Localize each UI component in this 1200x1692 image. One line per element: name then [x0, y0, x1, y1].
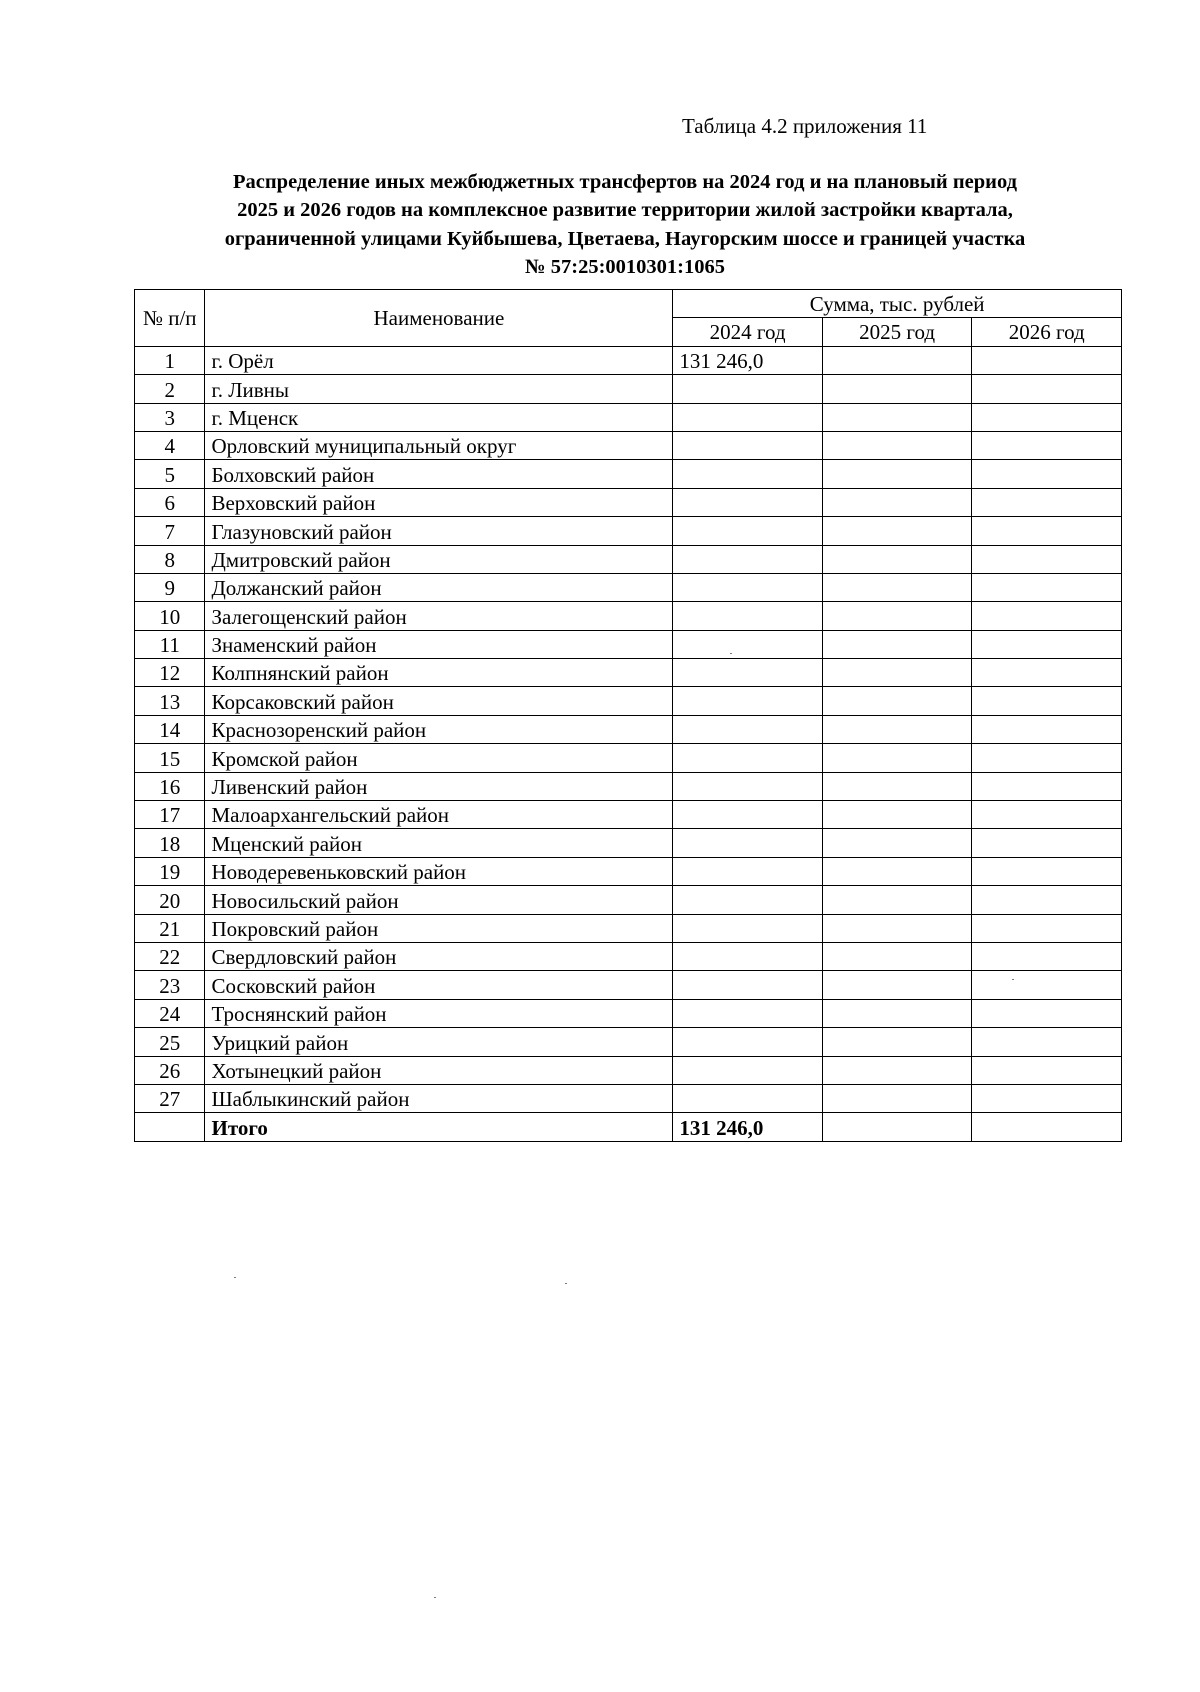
value-2024 [673, 999, 823, 1027]
value-2026 [972, 403, 1122, 431]
row-number: 15 [135, 744, 205, 772]
value-2026 [972, 545, 1122, 573]
value-2026 [972, 914, 1122, 942]
row-number: 20 [135, 886, 205, 914]
value-2025 [822, 772, 972, 800]
value-2024 [673, 602, 823, 630]
row-name: Кромской район [205, 744, 673, 772]
value-2024 [673, 772, 823, 800]
row-number: 4 [135, 431, 205, 459]
table-row [135, 886, 1122, 914]
row-name: г. Орёл [205, 346, 673, 374]
row-number: 21 [135, 914, 205, 942]
total-row [135, 1113, 1122, 1141]
row-name: Дмитровский район [205, 545, 673, 573]
row-name: Сосковский район [205, 971, 673, 999]
value-2025 [822, 375, 972, 403]
table-row [135, 1084, 1122, 1112]
table-row [135, 488, 1122, 516]
header-name: Наименование [205, 290, 673, 347]
value-2025 [822, 687, 972, 715]
value-2024 [673, 375, 823, 403]
value-2025 [822, 403, 972, 431]
value-2025 [822, 857, 972, 885]
value-2026 [972, 1056, 1122, 1084]
row-number: 1 [135, 346, 205, 374]
value-2024 [673, 403, 823, 431]
value-2026 [972, 1028, 1122, 1056]
row-name: Болховский район [205, 460, 673, 488]
scan-speck [565, 1283, 567, 1284]
value-2026 [972, 630, 1122, 658]
value-2025 [822, 1028, 972, 1056]
table-row [135, 375, 1122, 403]
value-2026 [972, 829, 1122, 857]
value-2026 [972, 971, 1122, 999]
table-row [135, 971, 1122, 999]
value-2024 [673, 1056, 823, 1084]
value-2025 [822, 971, 972, 999]
value-2025 [822, 886, 972, 914]
value-2025 [822, 431, 972, 459]
transfers-table [134, 289, 1122, 1142]
row-number: 11 [135, 630, 205, 658]
value-2024 [673, 659, 823, 687]
row-name: Должанский район [205, 573, 673, 601]
total-label: Итого [205, 1113, 673, 1141]
scan-speck [434, 1597, 436, 1598]
row-number: 7 [135, 517, 205, 545]
row-number: 5 [135, 460, 205, 488]
value-2026 [972, 857, 1122, 885]
value-2025 [822, 346, 972, 374]
table-row [135, 431, 1122, 459]
scan-speck [730, 653, 732, 654]
value-2024 [673, 687, 823, 715]
header-year-2026: 2026 год [972, 318, 1122, 346]
value-2026 [972, 999, 1122, 1027]
value-2024 [673, 630, 823, 658]
value-2026 [972, 573, 1122, 601]
table-row [135, 942, 1122, 970]
value-2026 [972, 801, 1122, 829]
table-row [135, 602, 1122, 630]
value-2026 [972, 942, 1122, 970]
row-number: 2 [135, 375, 205, 403]
value-2025 [822, 602, 972, 630]
table-row [135, 346, 1122, 374]
value-2026 [972, 744, 1122, 772]
table-row [135, 801, 1122, 829]
scan-speck [1012, 979, 1014, 980]
value-2025 [822, 659, 972, 687]
row-name: Новодеревеньковский район [205, 857, 673, 885]
value-2024 [673, 431, 823, 459]
value-2026 [972, 488, 1122, 516]
document-title [140, 168, 1110, 281]
header-num: № п/п [135, 290, 205, 347]
table-row [135, 914, 1122, 942]
value-2024: 131 246,0 [673, 346, 823, 374]
table-row [135, 715, 1122, 743]
row-name: Шаблыкинский район [205, 1084, 673, 1112]
row-name: Хотынецкий район [205, 1056, 673, 1084]
row-number: 12 [135, 659, 205, 687]
value-2024 [673, 914, 823, 942]
table-caption: Таблица 4.2 приложения 11 [682, 114, 928, 138]
value-2026 [972, 460, 1122, 488]
header-year-2025: 2025 год [822, 318, 972, 346]
value-2024 [673, 971, 823, 999]
header-year-2024: 2024 год [673, 318, 823, 346]
title-line: 2025 и 2026 годов на комплексное развитие территории жилой застройки квартала, [237, 199, 1013, 222]
row-name: Мценский район [205, 829, 673, 857]
value-2025 [822, 1113, 972, 1141]
row-name: Краснозоренский район [205, 715, 673, 743]
row-number: 26 [135, 1056, 205, 1084]
table-row [135, 744, 1122, 772]
value-2024 [673, 715, 823, 743]
row-number: 23 [135, 971, 205, 999]
value-2025 [822, 630, 972, 658]
value-2025 [822, 999, 972, 1027]
value-2026 [972, 1084, 1122, 1112]
row-number: 10 [135, 602, 205, 630]
value-2024 [673, 1028, 823, 1056]
value-2026 [972, 517, 1122, 545]
value-2026 [972, 886, 1122, 914]
value-2025 [822, 517, 972, 545]
table-row [135, 829, 1122, 857]
value-2024 [673, 801, 823, 829]
row-name: Орловский муниципальный округ [205, 431, 673, 459]
table-row [135, 460, 1122, 488]
value-2025 [822, 801, 972, 829]
value-2024 [673, 942, 823, 970]
value-2025 [822, 1084, 972, 1112]
row-name: г. Мценск [205, 403, 673, 431]
row-number: 8 [135, 545, 205, 573]
value-2025 [822, 914, 972, 942]
table-row [135, 517, 1122, 545]
header-row [135, 290, 1122, 318]
value-2024 [673, 857, 823, 885]
value-2026 [972, 772, 1122, 800]
value-2024: 131 246,0 [673, 1113, 823, 1141]
row-name: Покровский район [205, 914, 673, 942]
scan-speck [234, 1277, 236, 1278]
value-2024 [673, 886, 823, 914]
row-name: Троснянский район [205, 999, 673, 1027]
value-2025 [822, 488, 972, 516]
row-name: Новосильский район [205, 886, 673, 914]
table-row [135, 545, 1122, 573]
value-2024 [673, 488, 823, 516]
row-number: 14 [135, 715, 205, 743]
title-line: № 57:25:0010301:1065 [525, 255, 725, 278]
row-name: Колпнянский район [205, 659, 673, 687]
table-row [135, 1056, 1122, 1084]
value-2026 [972, 431, 1122, 459]
value-2024 [673, 1084, 823, 1112]
value-2026 [972, 346, 1122, 374]
row-number: 25 [135, 1028, 205, 1056]
row-name: Малоархангельский район [205, 801, 673, 829]
value-2025 [822, 829, 972, 857]
value-2025 [822, 545, 972, 573]
value-2024 [673, 545, 823, 573]
row-number: 9 [135, 573, 205, 601]
row-name: г. Ливны [205, 375, 673, 403]
value-2025 [822, 1056, 972, 1084]
row-number: 16 [135, 772, 205, 800]
value-2026 [972, 375, 1122, 403]
value-2024 [673, 829, 823, 857]
value-2024 [673, 744, 823, 772]
table-row [135, 772, 1122, 800]
table-row [135, 573, 1122, 601]
row-number: 18 [135, 829, 205, 857]
table-row [135, 630, 1122, 658]
table-row [135, 659, 1122, 687]
value-2024 [673, 460, 823, 488]
row-number [135, 1113, 205, 1141]
value-2025 [822, 460, 972, 488]
row-number: 3 [135, 403, 205, 431]
row-number: 13 [135, 687, 205, 715]
value-2026 [972, 659, 1122, 687]
header-sum-group: Сумма, тыс. рублей [673, 290, 1122, 318]
value-2024 [673, 573, 823, 601]
row-number: 19 [135, 857, 205, 885]
row-name: Верховский район [205, 488, 673, 516]
value-2026 [972, 602, 1122, 630]
row-number: 17 [135, 801, 205, 829]
row-name: Ливенский район [205, 772, 673, 800]
row-number: 24 [135, 999, 205, 1027]
row-name: Свердловский район [205, 942, 673, 970]
row-name: Глазуновский район [205, 517, 673, 545]
row-number: 22 [135, 942, 205, 970]
row-name: Урицкий район [205, 1028, 673, 1056]
value-2025 [822, 744, 972, 772]
value-2024 [673, 517, 823, 545]
row-number: 6 [135, 488, 205, 516]
table-row [135, 403, 1122, 431]
table-row [135, 687, 1122, 715]
row-number: 27 [135, 1084, 205, 1112]
value-2025 [822, 715, 972, 743]
table-row [135, 999, 1122, 1027]
value-2025 [822, 573, 972, 601]
row-name: Корсаковский район [205, 687, 673, 715]
row-name: Залегощенский район [205, 602, 673, 630]
value-2026 [972, 715, 1122, 743]
title-line: ограниченной улицами Куйбышева, Цветаева, Наугорским шоссе и границей участка [224, 227, 1026, 250]
row-name: Знаменский район [205, 630, 673, 658]
title-line: Распределение иных межбюджетных трансфертов на 2024 год и на плановый период [233, 171, 1017, 193]
value-2025 [822, 942, 972, 970]
value-2026 [972, 687, 1122, 715]
table-row [135, 857, 1122, 885]
value-2026 [972, 1113, 1122, 1141]
table-row [135, 1028, 1122, 1056]
